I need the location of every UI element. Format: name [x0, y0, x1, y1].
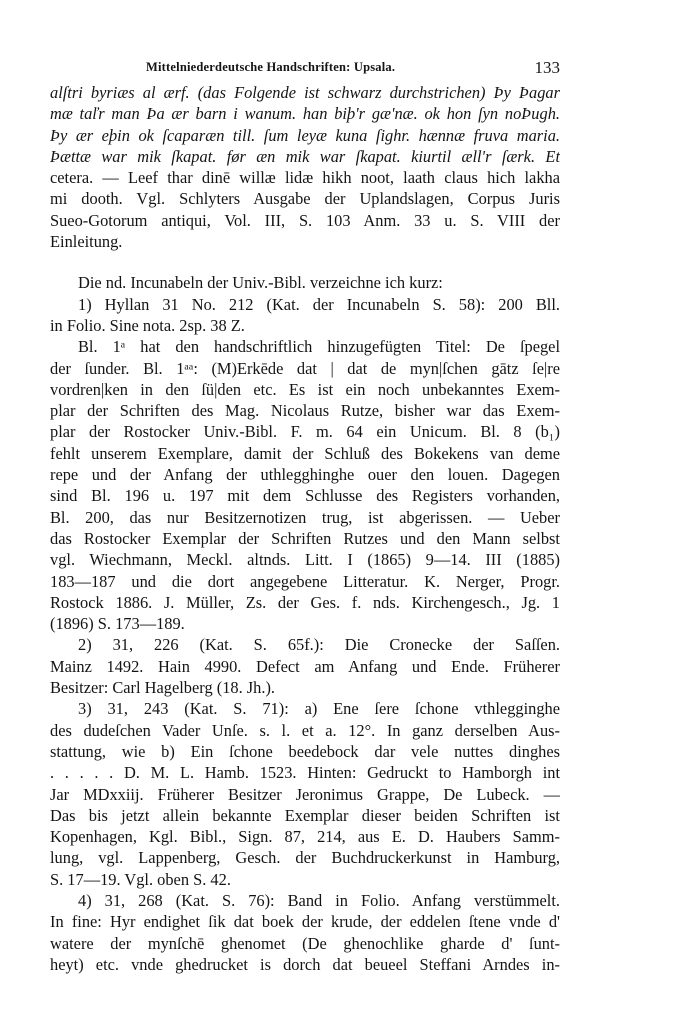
running-head: Mittelniederdeutsche Handschriften: Upsala.: [146, 60, 396, 74]
text-line: . . . . . D. M. L. Hamb. 1523. Hinten: Gedruckt to Hamborgh int: [50, 763, 560, 783]
text-line: 183—187 und die dort angegebene Litteratur. K. Nerger, Progr.: [50, 571, 560, 591]
text-line: Die nd. Incunabeln der Univ.-Bibl. verzeichne ich kurz:: [78, 273, 443, 293]
text-line: (1896) S. 173—189.: [50, 614, 185, 634]
text-line: S. 17—19. Vgl. oben S. 42.: [50, 869, 231, 889]
text-line: 3) 31, 243 (Kat. S. 71): a) Ene ſere ſchone vthlegginghe: [78, 699, 560, 719]
text-line: plar der Schriften des Mag. Nicolaus Rutze, bisher war das Exem-: [50, 401, 560, 421]
text-line: des dudeſchen Vader Unſe. s. l. et a. 12°. In ganz derselben Aus-: [50, 720, 560, 740]
text-line: watere der mynſchē ghenomet (De ghenochlike gharde d' ſunt-: [50, 933, 560, 953]
text-line: vordren|ken in den ſü|den etc. Es ist ein noch unbekanntes Exem-: [50, 379, 560, 399]
text-line: stattung, wie b) Ein ſchone beedebock dar vele nuttes dinghes: [50, 741, 560, 761]
text-line: alſtri byriæs al ærf. (das Folgende ist schwarz durchstrichen) Þy Þagar: [50, 83, 560, 102]
text-line: Das bis jetzt allein bekannte Exemplar dieser beiden Schriften ist: [50, 805, 560, 825]
page-number: 133: [534, 58, 560, 77]
text-line: plar der Rostocker Univ.-Bibl. F. m. 64 ein Unicum. Bl. 8 (b₁): [50, 422, 560, 442]
text-line: Bl. 1ᵃ hat den handschriftlich hinzugefügten Titel: De ſpegel: [78, 337, 560, 357]
text-line: sind Bl. 196 u. 197 mit dem Schlusse des Registers vorhanden,: [50, 486, 560, 506]
text-line: fehlt unserem Exemplare, damit der Schluß des Bokekens van deme: [50, 443, 560, 463]
text-block-incunabeln: [50, 272, 560, 975]
text-line: Mainz 1492. Hain 4990. Defect am Anfang und Ende. Früherer: [50, 656, 560, 676]
text-line: vgl. Wiechmann, Meckl. altnds. Litt. I (1865) 9—14. III (1885): [50, 550, 560, 570]
text-line: heyt) etc. vnde ghedrucket is dorch dat beueel Steffani Arndes in-: [50, 954, 560, 974]
text-line: In fine: Hyr endighet ſik dat boek der krude, der eddelen ſtene vnde d': [50, 912, 560, 932]
text-line: Bl. 200, das nur Besitzernotizen trug, ist abgerissen. — Ueber: [50, 507, 560, 527]
text-line: lung, vgl. Lappenberg, Gesch. der Buchdruckerkunst in Hamburg,: [50, 848, 560, 868]
page-header: [50, 58, 560, 82]
text-line: Besitzer: Carl Hagelberg (18. Jh.).: [50, 678, 276, 698]
text-line: mi dooth. Vgl. Schlyters Ausgabe der Uplandslagen, Corpus Juris: [50, 189, 560, 209]
text-line: Jar MDxxiij. Früherer Besitzer Jeronimus Grappe, De Lubeck. —: [50, 784, 560, 804]
text-line: der ſunder. Bl. 1ᵃᵃ: (M)Erkēde dat | dat de myn|ſchen gātz ſe|re: [50, 358, 560, 378]
text-line: cetera. — Leef thar dinē willæ lidæ hikh noot, laath claus hich lakha: [50, 168, 560, 188]
text-line: mæ taľr man Þa ær barn i wanum. han biþ'r gæ'næ. ok hon ſyn noÞugh.: [50, 104, 560, 124]
text-line: Kopenhagen, Kgl. Bibl., Sign. 87, 214, aus E. D. Haubers Samm-: [50, 827, 560, 847]
text-line: 4) 31, 268 (Kat. S. 76): Band in Folio. Anfang verstümmelt.: [78, 890, 560, 910]
text-block-upsala-note: [50, 82, 560, 252]
text-line: 1) Hyllan 31 No. 212 (Kat. der Incunabeln S. 58): 200 Bll.: [78, 294, 560, 314]
text-line: Þy ær eþin ok ſcaparæn till. ſum leyæ kuna ſighr. hænnæ fruva maria.: [50, 125, 560, 145]
text-line: das Rostocker Exemplar der Schriften Rutzes und den Mann selbst: [50, 528, 560, 548]
document-page: [50, 58, 560, 975]
paragraph-gap: [50, 252, 560, 272]
text-line: Þættæ war mik ſkapat. før æn mik war ſkapat. kiurtil æll'r ſærk. Et: [50, 146, 560, 166]
text-line: Einleitung.: [50, 232, 123, 252]
text-line: Sueo-Gotorum antiqui, Vol. III, S. 103 Anm. 33 u. S. VIII der: [50, 210, 560, 230]
text-line: 2) 31, 226 (Kat. S. 65f.): Die Cronecke der Saſſen.: [78, 635, 560, 655]
text-line: in Folio. Sine nota. 2sp. 38 Z.: [50, 315, 245, 335]
text-line: repe und der Anfang der uthlegghinghe ouer den louen. Dagegen: [50, 465, 560, 485]
text-line: Rostock 1886. J. Müller, Zs. der Ges. f. nds. Kirchengesch., Jg. 1: [50, 592, 560, 612]
